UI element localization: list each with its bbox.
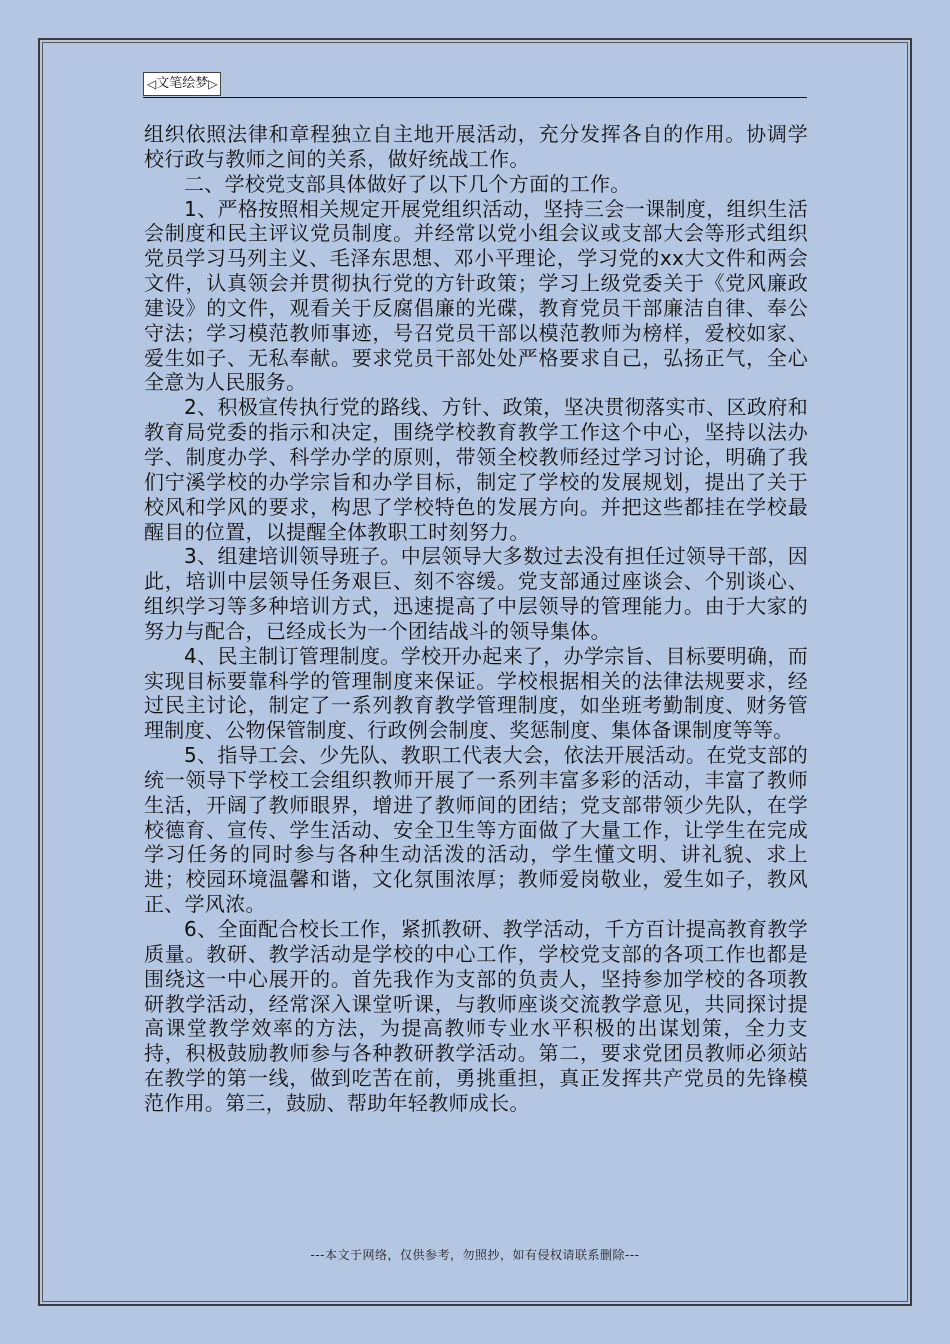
header-divider: [143, 97, 807, 98]
paragraph-continuation: 组织依照法律和章程独立自主地开展活动，充分发挥各自的作用。协调学校行政与教师之间的关系，做好统战工作。: [144, 122, 808, 171]
paragraph-item-1: 1、严格按照相关规定开展党组织活动，坚持三会一课制度，组织生活会制度和民主评议党员制度。并经常以党小组会议或支部大会等形式组织党员学习马列主义、毛泽东思想、邓小平理论，学习党的xx大文件和两会文件，认真领会并贯彻执行党的方针政策；学习上级党委关于《党风廉政建设》的文件，观看关于反腐倡廉的光碟，教育党员干部廉洁自律、奉公守法；学习模范教师事迹，号召党员干部以模范教师为榜样，爱校如家、爱生如子、无私奉献。要求党员干部处处严格要求自己，弘扬正气，全心全意为人民服务。: [144, 196, 808, 395]
paragraph-item-2: 2、积极宣传执行党的路线、方针、政策，坚决贯彻落实市、区政府和教育局党委的指示和决定，围绕学校教育教学工作这个中心，坚持以法办学、制度办学、科学办学的原则，带领全校教师经过学习讨论，明确了我们宁溪学校的办学宗旨和办学目标，制定了学校的发展规划，提出了关于校风和学风的要求，构思了学校特色的发展方向。并把这些都挂在学校最醒目的位置，以提醒全体教职工时刻努力。: [144, 395, 808, 544]
paragraph-item-3: 3、组建培训领导班子。中层领导大多数过去没有担任过领导干部，因此，培训中层领导任务艰巨、刻不容缓。党支部通过座谈会、个别谈心、组织学习等多种培训方式，迅速提高了中层领导的管理能力。由于大家的努力与配合，已经成长为一个团结战斗的领导集体。: [144, 544, 808, 643]
header-logo: [143, 72, 221, 96]
left-triangle-icon: ◁: [147, 77, 157, 91]
paragraph-item-5: 5、指导工会、少先队、教职工代表大会，依法开展活动。在党支部的统一领导下学校工会组织教师开展了一系列丰富多彩的活动，丰富了教师生活，开阔了教师眼界，增进了教师间的团结；党支部带领少先队，在学校德育、宣传、学生活动、安全卫生等方面做了大量工作，让学生在完成学习任务的同时参与各种生动活泼的活动，学生懂文明、讲礼貌、求上进；校园环境温馨和谐，文化氛围浓厚；教师爱岗敬业，爱生如子，教风正、学风浓。: [144, 743, 808, 917]
footer-disclaimer: ---本文于网络，仅供参考，勿照抄，如有侵权请联系删除---: [310, 1248, 640, 1262]
logo-text: 文笔绘梦: [156, 76, 209, 91]
right-triangle-icon: ▷: [208, 77, 218, 91]
section-heading: 二、学校党支部具体做好了以下几个方面的工作。: [184, 171, 631, 196]
paragraph-item-6: 6、全面配合校长工作，紧抓教研、教学活动，千方百计提高教育教学质量。教研、教学活动是学校的中心工作，学校党支部的各项工作也都是围绕这一中心展开的。首先我作为支部的负责人，坚持参加学校的各项教研教学活动，经常深入课堂听课，与教师座谈交流教学意见，共同探讨提高课堂教学效率的方法，为提高教师专业水平积极的出谋划策，全力支持，积极鼓励教师参与各种教研教学活动。第二，要求党团员教师必须站在教学的第一线，做到吃苦在前，勇挑重担，真正发挥共产党员的先锋模范作用。第三，鼓励、帮助年轻教师成长。: [144, 917, 808, 1115]
document-body: [144, 122, 808, 1116]
paragraph-item-4: 4、民主制订管理制度。学校开办起来了，办学宗旨、目标要明确，而实现目标要靠科学的管理制度来保证。学校根据相关的法律法规要求，经过民主讨论，制定了一系列教育教学管理制度，如坐班考勤制度、财务管理制度、公物保管制度、行政例会制度、奖惩制度、集体备课制度等等。: [144, 643, 808, 743]
